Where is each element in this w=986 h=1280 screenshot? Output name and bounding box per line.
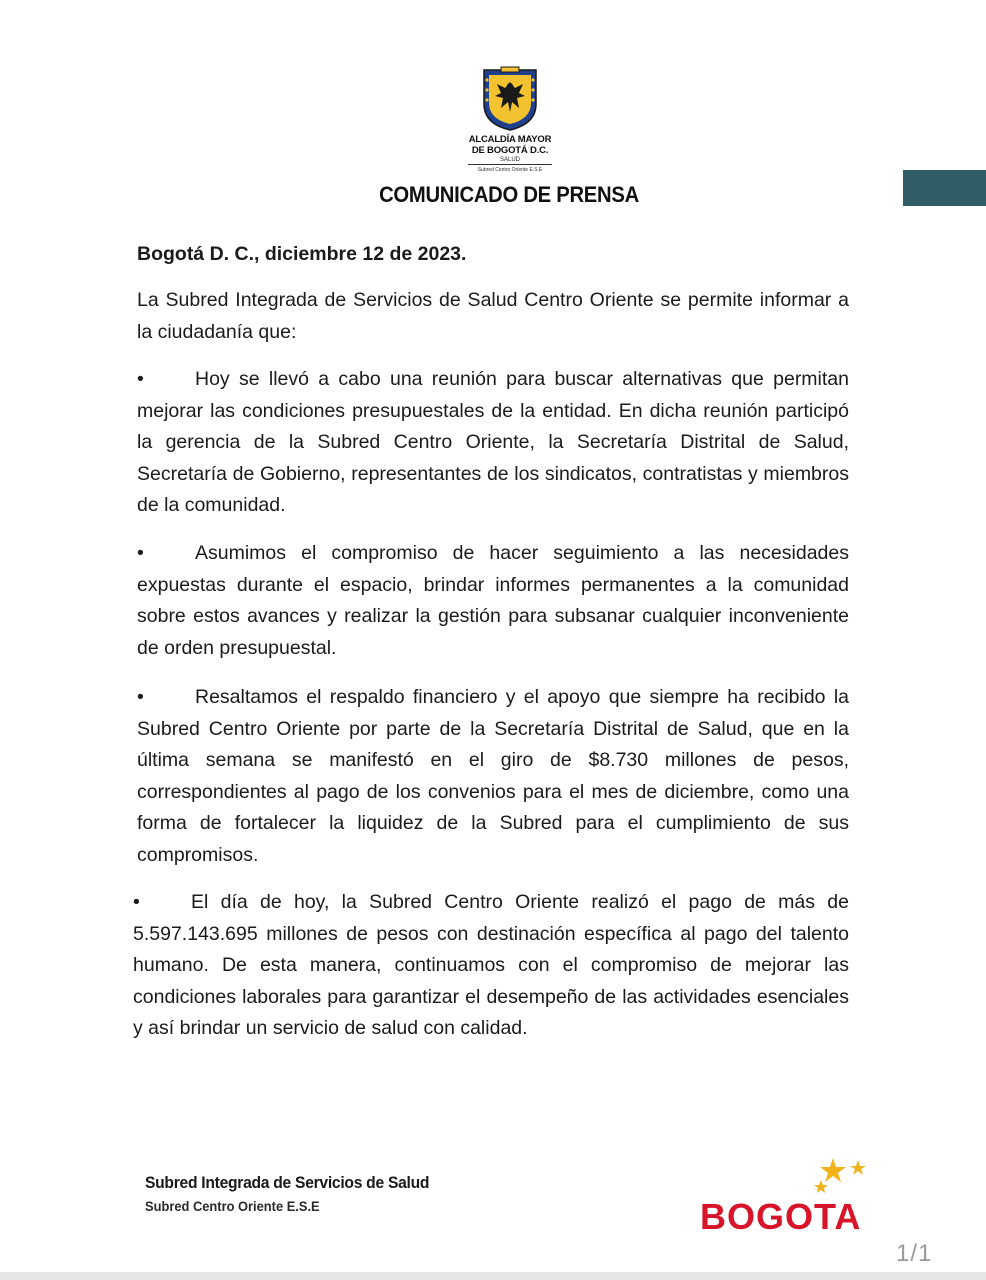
footer-organization: Subred Integrada de Servicios de Salud: [145, 1173, 430, 1192]
bogota-coat-of-arms-icon: [479, 66, 541, 132]
institution-name-line1: ALCALDÍA MAYOR: [468, 134, 552, 145]
bullet-icon: •: [137, 686, 144, 708]
bogota-logo-text: BOGOTA: [700, 1196, 862, 1237]
document-date: Bogotá D. C., diciembre 12 de 2023.: [137, 243, 467, 265]
institution-name-line2: DE BOGOTÁ D.C.: [471, 145, 549, 156]
viewer-bottom-bar: [0, 1272, 986, 1280]
bullet-item: [133, 887, 849, 1045]
page-indicator: 1/1: [896, 1240, 933, 1267]
bullet-icon: •: [137, 368, 144, 390]
bullet-item: [137, 538, 849, 664]
bullet-item: [137, 364, 849, 522]
intro-paragraph: La Subred Integrada de Servicios de Salud Centro Oriente se permite informar a la ciudadanía que:: [137, 289, 849, 343]
document-title: COMUNICADO DE PRENSA: [379, 182, 639, 207]
header-divider: [468, 164, 552, 165]
bullet-item: [137, 682, 849, 871]
bullet-icon: •: [133, 891, 140, 913]
institution-subunit: Subred Centro Oriente E.S.E: [477, 167, 543, 173]
bullet-icon: •: [137, 542, 144, 564]
bullet-text: Resaltamos el respaldo financiero y el apoyo que siempre ha recibido la Subred Centro Oriente por parte de la Secretaría Distrital de Salud, que en la última semana se manifestó en el giro de $8.730 millones de pesos, correspondientes al pago de los convenios para el mes de diciembre, como una forma de fortalecer la liquidez de la Subred para el cumplimiento de sus compromisos.: [137, 686, 849, 866]
side-tab-marker: [903, 170, 986, 206]
institution-sector: SALUD: [499, 157, 520, 163]
footer-subunit: Subred Centro Oriente E.S.E: [145, 1198, 320, 1214]
bullet-text: Hoy se llevó a cabo una reunión para buscar alternativas que permitan mejorar las condiciones presupuestales de la entidad. En dicha reunión participó la gerencia de la Subred Centro Oriente, la Secretaría Distrital de Salud, Secretaría de Gobierno, representantes de los sindicatos, contratistas y miembros de la comunidad.: [137, 368, 849, 516]
bogota-logo: [700, 1154, 875, 1244]
bullet-text: El día de hoy, la Subred Centro Oriente realizó el pago de más de 5.597.143.695 millones de pesos con destinación específica al pago del talento humano. De esta manera, continuamos con el compromiso de mejorar las condiciones laborales para garantizar el desempeño de las actividades esenciales y así brindar un servicio de salud con calidad.: [133, 891, 849, 1039]
bullet-text: Asumimos el compromiso de hacer seguimiento a las necesidades expuestas durante el espacio, brindar informes permanentes a la comunidad sobre estos avances y realizar la gestión para subsanar cualquier inconveniente de orden presupuestal.: [137, 542, 849, 659]
